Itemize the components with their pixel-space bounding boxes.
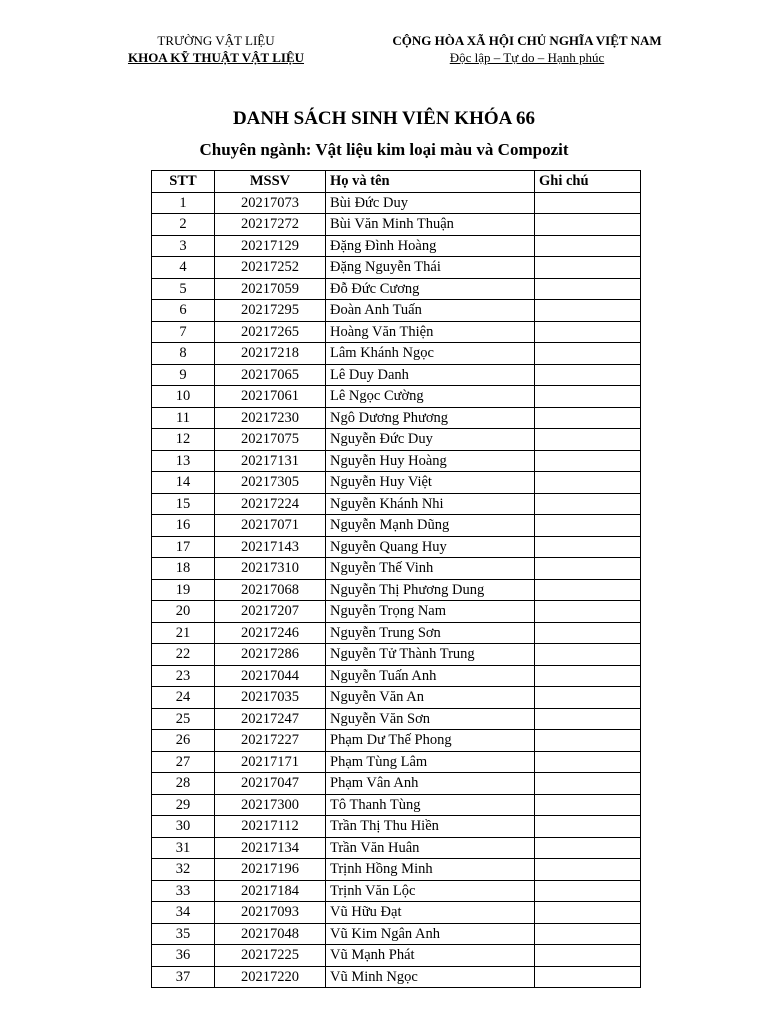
table-row [152,450,641,472]
header-mssv: MSSV [215,171,326,193]
cell-mssv: 20217047 [215,773,326,795]
cell-note [535,902,641,924]
cell-stt: 35 [152,923,215,945]
cell-note [535,773,641,795]
cell-mssv: 20217218 [215,343,326,365]
table-row [152,880,641,902]
cell-mssv: 20217075 [215,429,326,451]
cell-note [535,622,641,644]
cell-name: Tô Thanh Tùng [326,794,535,816]
cell-mssv: 20217093 [215,902,326,924]
cell-stt: 1 [152,192,215,214]
cell-note [535,880,641,902]
cell-name: Nguyễn Văn An [326,687,535,709]
cell-stt: 21 [152,622,215,644]
cell-name: Nguyễn Thế Vinh [326,558,535,580]
cell-name: Trần Thị Thu Hiền [326,816,535,838]
cell-stt: 27 [152,751,215,773]
table-row [152,601,641,623]
cell-note [535,472,641,494]
table-row [152,837,641,859]
cell-name: Vũ Mạnh Phát [326,945,535,967]
cell-mssv: 20217071 [215,515,326,537]
cell-mssv: 20217286 [215,644,326,666]
cell-stt: 3 [152,235,215,257]
cell-stt: 36 [152,945,215,967]
cell-note [535,257,641,279]
cell-mssv: 20217065 [215,364,326,386]
cell-mssv: 20217220 [215,966,326,988]
table-row [152,300,641,322]
cell-name: Đặng Nguyễn Thái [326,257,535,279]
cell-stt: 32 [152,859,215,881]
cell-note [535,687,641,709]
cell-mssv: 20217224 [215,493,326,515]
cell-note [535,665,641,687]
cell-mssv: 20217035 [215,687,326,709]
cell-name: Vũ Hữu Đạt [326,902,535,924]
cell-stt: 18 [152,558,215,580]
cell-note [535,343,641,365]
cell-name: Nguyễn Tuấn Anh [326,665,535,687]
cell-mssv: 20217230 [215,407,326,429]
table-row [152,407,641,429]
cell-mssv: 20217196 [215,859,326,881]
cell-note [535,966,641,988]
table-row [152,515,641,537]
cell-stt: 26 [152,730,215,752]
table-row [152,257,641,279]
cell-stt: 34 [152,902,215,924]
cell-note [535,192,641,214]
cell-note [535,278,641,300]
cell-stt: 5 [152,278,215,300]
table-row [152,343,641,365]
cell-mssv: 20217227 [215,730,326,752]
cell-mssv: 20217048 [215,923,326,945]
cell-mssv: 20217134 [215,837,326,859]
table-row [152,859,641,881]
cell-name: Nguyễn Khánh Nhi [326,493,535,515]
table-row [152,794,641,816]
cell-name: Lê Ngọc Cường [326,386,535,408]
cell-stt: 12 [152,429,215,451]
cell-name: Nguyễn Văn Sơn [326,708,535,730]
cell-note [535,235,641,257]
cell-stt: 6 [152,300,215,322]
cell-stt: 17 [152,536,215,558]
cell-note [535,386,641,408]
cell-mssv: 20217300 [215,794,326,816]
student-rows [152,192,641,988]
cell-mssv: 20217112 [215,816,326,838]
cell-note [535,708,641,730]
table-row [152,751,641,773]
cell-note [535,515,641,537]
cell-name: Đỗ Đức Cương [326,278,535,300]
table-row [152,665,641,687]
cell-note [535,450,641,472]
department-name: KHOA KỸ THUẬT VẬT LIỆU [127,50,305,65]
cell-mssv: 20217246 [215,622,326,644]
table-row [152,235,641,257]
nation-name: CỘNG HÒA XÃ HỘI CHỦ NGHĨA VIỆT NAM [392,33,662,48]
cell-mssv: 20217310 [215,558,326,580]
cell-note [535,945,641,967]
table-header-row [152,171,641,193]
cell-name: Hoàng Văn Thiện [326,321,535,343]
table-row [152,429,641,451]
cell-name: Phạm Tùng Lâm [326,751,535,773]
cell-stt: 15 [152,493,215,515]
table-row [152,364,641,386]
cell-note [535,558,641,580]
cell-stt: 7 [152,321,215,343]
cell-note [535,601,641,623]
cell-name: Đoàn Anh Tuấn [326,300,535,322]
student-table [151,170,641,988]
cell-name: Lê Duy Danh [326,364,535,386]
cell-name: Nguyễn Huy Hoàng [326,450,535,472]
cell-name: Nguyễn Trung Sơn [326,622,535,644]
cell-note [535,364,641,386]
cell-name: Đặng Đình Hoàng [326,235,535,257]
cell-stt: 8 [152,343,215,365]
school-name: TRƯỜNG VẬT LIỆU [157,33,275,48]
cell-stt: 10 [152,386,215,408]
table-row [152,622,641,644]
cell-mssv: 20217252 [215,257,326,279]
table-row [152,923,641,945]
table-row [152,945,641,967]
cell-stt: 2 [152,214,215,236]
table-row [152,644,641,666]
table-row [152,730,641,752]
cell-note [535,321,641,343]
cell-note [535,751,641,773]
cell-note [535,493,641,515]
table-row [152,536,641,558]
cell-stt: 30 [152,816,215,838]
cell-name: Bùi Văn Minh Thuận [326,214,535,236]
cell-stt: 22 [152,644,215,666]
cell-mssv: 20217247 [215,708,326,730]
cell-name: Nguyễn Mạnh Dũng [326,515,535,537]
cell-note [535,794,641,816]
document-subtitle: Chuyên ngành: Vật liệu kim loại màu và Compozit [199,140,569,159]
cell-stt: 13 [152,450,215,472]
cell-name: Nguyễn Đức Duy [326,429,535,451]
cell-note [535,859,641,881]
table-row [152,902,641,924]
cell-stt: 16 [152,515,215,537]
table-row [152,816,641,838]
table-row [152,493,641,515]
cell-mssv: 20217068 [215,579,326,601]
cell-stt: 4 [152,257,215,279]
table-row [152,558,641,580]
cell-mssv: 20217171 [215,751,326,773]
cell-note [535,536,641,558]
header-name: Họ và tên [326,171,535,193]
header-right [352,32,702,66]
cell-name: Ngô Dương Phương [326,407,535,429]
cell-stt: 19 [152,579,215,601]
cell-stt: 9 [152,364,215,386]
cell-mssv: 20217131 [215,450,326,472]
cell-mssv: 20217184 [215,880,326,902]
cell-note [535,923,641,945]
header-stt: STT [152,171,215,193]
cell-mssv: 20217143 [215,536,326,558]
cell-mssv: 20217061 [215,386,326,408]
cell-mssv: 20217207 [215,601,326,623]
cell-stt: 37 [152,966,215,988]
cell-mssv: 20217295 [215,300,326,322]
table-row [152,472,641,494]
cell-note [535,816,641,838]
cell-mssv: 20217073 [215,192,326,214]
cell-mssv: 20217059 [215,278,326,300]
header-note: Ghi chú [535,171,641,193]
cell-name: Bùi Đức Duy [326,192,535,214]
cell-note [535,837,641,859]
cell-stt: 20 [152,601,215,623]
table-row [152,966,641,988]
cell-note [535,214,641,236]
cell-name: Nguyễn Quang Huy [326,536,535,558]
cell-name: Nguyễn Huy Việt [326,472,535,494]
cell-note [535,579,641,601]
table-row [152,192,641,214]
cell-name: Vũ Kim Ngân Anh [326,923,535,945]
cell-name: Vũ Minh Ngọc [326,966,535,988]
cell-stt: 31 [152,837,215,859]
cell-name: Phạm Vân Anh [326,773,535,795]
cell-mssv: 20217272 [215,214,326,236]
table-row [152,773,641,795]
cell-stt: 11 [152,407,215,429]
cell-stt: 23 [152,665,215,687]
cell-name: Nguyễn Thị Phương Dung [326,579,535,601]
cell-note [535,730,641,752]
cell-mssv: 20217044 [215,665,326,687]
table-row [152,708,641,730]
table-row [152,386,641,408]
cell-name: Nguyễn Tử Thành Trung [326,644,535,666]
cell-mssv: 20217305 [215,472,326,494]
cell-stt: 29 [152,794,215,816]
cell-name: Nguyễn Trọng Nam [326,601,535,623]
table-row [152,321,641,343]
cell-stt: 14 [152,472,215,494]
table-row [152,579,641,601]
table-row [152,687,641,709]
document-title: DANH SÁCH SINH VIÊN KHÓA 66 [232,108,536,129]
cell-stt: 28 [152,773,215,795]
cell-name: Trần Văn Huân [326,837,535,859]
cell-note [535,429,641,451]
cell-stt: 25 [152,708,215,730]
cell-name: Trịnh Hồng Minh [326,859,535,881]
cell-mssv: 20217129 [215,235,326,257]
cell-mssv: 20217225 [215,945,326,967]
cell-note [535,300,641,322]
cell-name: Phạm Dư Thế Phong [326,730,535,752]
cell-stt: 24 [152,687,215,709]
header-left [96,32,336,66]
cell-stt: 33 [152,880,215,902]
cell-name: Trịnh Văn Lộc [326,880,535,902]
cell-note [535,644,641,666]
table-row [152,214,641,236]
cell-note [535,407,641,429]
cell-mssv: 20217265 [215,321,326,343]
national-motto: Độc lập – Tự do – Hạnh phúc [449,50,605,65]
cell-name: Lâm Khánh Ngọc [326,343,535,365]
table-row [152,278,641,300]
